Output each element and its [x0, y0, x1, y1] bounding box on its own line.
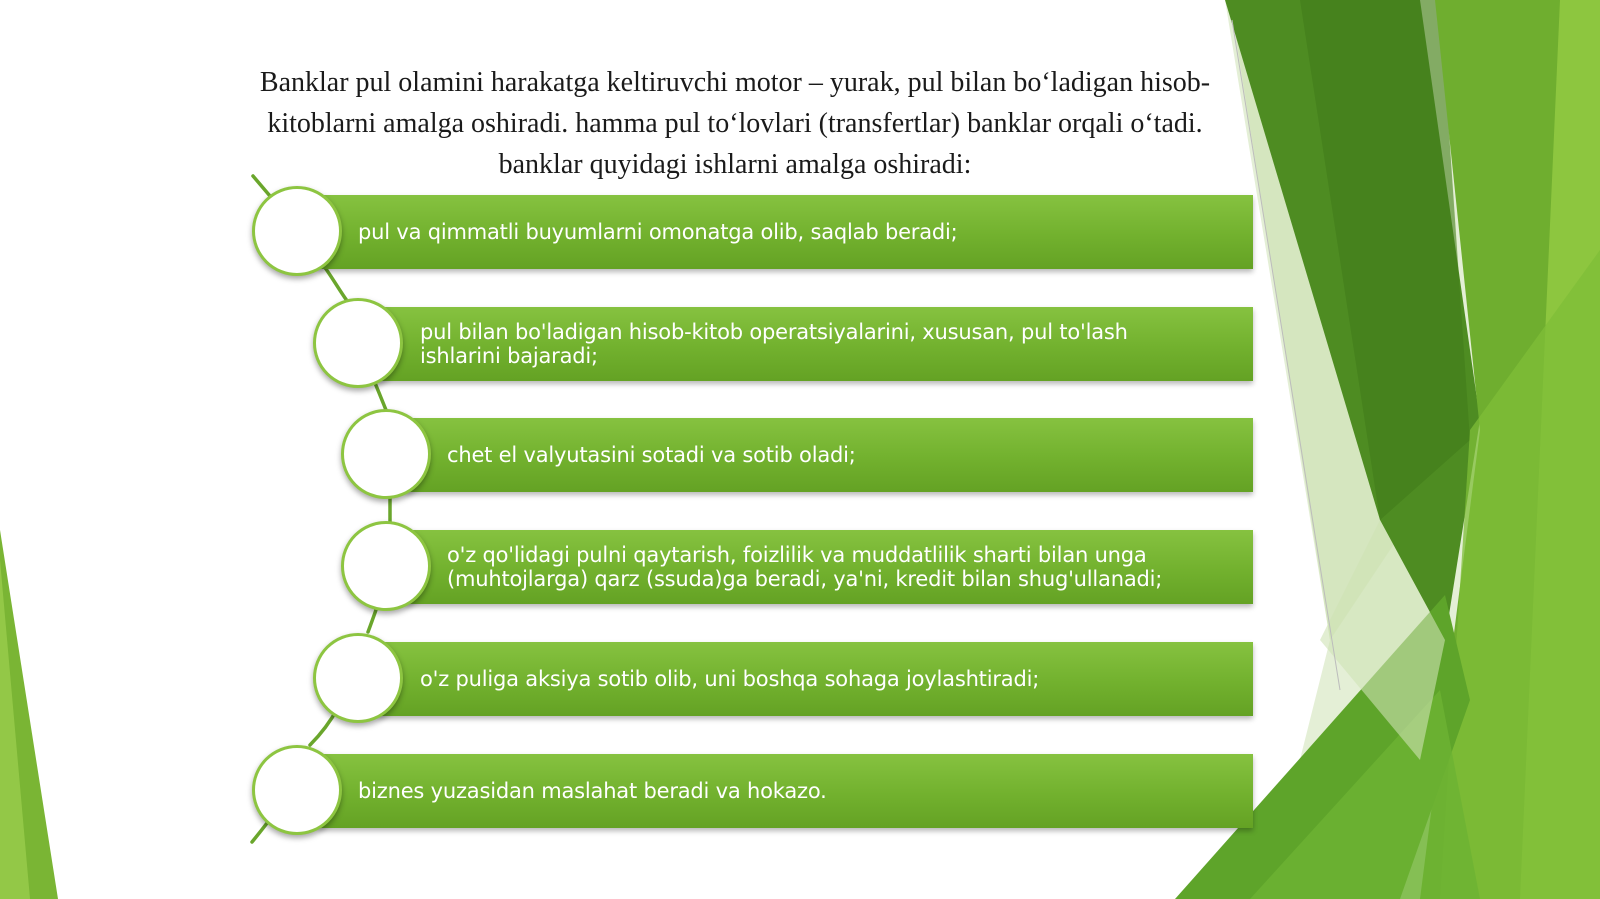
item-text: o'z qo'lidagi pulni qaytarish, foizlilik va muddatlilik sharti bilan unga (muhtojlarga) qarz (ssuda)ga beradi, ya'ni, kredit bilan shug'ullanadi;: [447, 543, 1163, 591]
item-text: biznes yuzasidan maslahat beradi va hokazo.: [358, 779, 827, 803]
item-circle: [252, 186, 342, 276]
item-bar: [405, 530, 1253, 604]
item-circle: [252, 745, 342, 835]
item-bar: [405, 418, 1253, 492]
item-bar: [318, 195, 1253, 269]
intro-paragraph: Banklar pul olamini harakatga keltiruvchi motor – yurak, pul bilan bo‘ladigan hisob-kitoblarni amalga oshiradi. hamma pul to‘lovlari (transfertlar) banklar orqali o‘tadi. banklar quyidagi ishlarni amalga oshiradi:: [259, 67, 1211, 180]
item-text: pul bilan bo'ladigan hisob-kitob operatsiyalarini, xususan, pul to'lash ishlarini bajaradi;: [420, 320, 1128, 368]
item-circle: [313, 633, 403, 723]
item-circle: [341, 521, 431, 611]
item-text: o'z puliga aksiya sotib olib, uni boshqa sohaga joylashtiradi;: [420, 667, 1040, 691]
item-text: chet el valyutasini sotadi va sotib oladi;: [447, 443, 856, 467]
item-text: pul va qimmatli buyumlarni omonatga olib, saqlab beradi;: [358, 220, 958, 244]
item-circle: [313, 298, 403, 388]
item-bar: [318, 754, 1253, 828]
item-circle: [341, 409, 431, 499]
item-bar: [378, 642, 1253, 716]
item-bar: [378, 307, 1253, 381]
